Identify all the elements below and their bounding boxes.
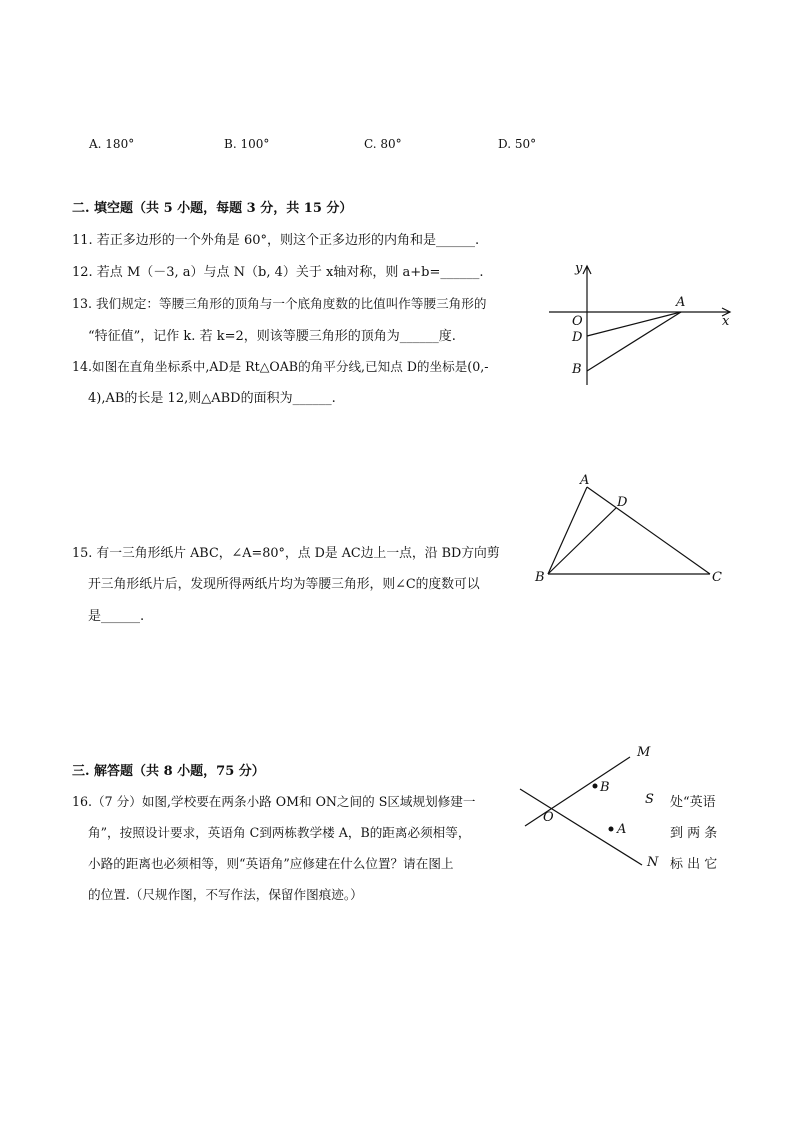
question-13-line-2: “特征值”，记作 k. 若 k=2，则该等腰三角形的顶角为______度.	[88, 329, 456, 344]
building-a-label: A	[617, 822, 627, 837]
building-b-dot	[593, 784, 598, 789]
x-axis-arrow	[722, 308, 730, 316]
choice-c: C. 80°	[364, 137, 402, 151]
y-axis-label: y	[575, 261, 583, 276]
question-15-line-1: 15. 有一三角形纸片 ABC，∠A=80°，点 D是 AC边上一点，沿 BD方向剪	[72, 546, 500, 561]
triangle-point-c: C	[712, 570, 722, 585]
choice-b: B. 100°	[224, 137, 270, 151]
x-axis-label: x	[722, 314, 730, 329]
region-s-label: S	[645, 792, 654, 807]
question-16-right-3: 标 出 它	[670, 857, 718, 872]
section-2-heading: 二. 填空题（共 5 小题，每题 3 分，共 15 分）	[72, 201, 353, 216]
point-b-label: B	[572, 362, 582, 377]
question-16-right-2: 到 两 条	[670, 826, 718, 841]
question-16-line-3: 小路的距离也必须相等，则“英语角”应修建在什么位置？请在图上	[88, 856, 454, 871]
question-13-line-1: 13. 我们规定：等腰三角形的顶角与一个底角度数的比值叫作等腰三角形的	[72, 296, 487, 311]
segment-ad	[587, 312, 681, 336]
triangle-point-d: D	[617, 495, 628, 510]
road-om	[525, 757, 630, 826]
road-n-label: N	[647, 855, 659, 870]
point-a-label: A	[676, 295, 686, 310]
side-ac	[587, 487, 710, 574]
question-15-line-2: 开三角形纸片后，发现所得两纸片均为等腰三角形，则∠C的度数可以	[88, 577, 480, 592]
triangle-point-b: B	[535, 570, 545, 585]
question-16-right-1: 处“英语	[670, 795, 716, 810]
question-15-line-3: 是______.	[88, 609, 145, 624]
point-o-label: O	[572, 314, 583, 329]
building-a-dot	[609, 827, 614, 832]
question-16-line-2: 角”，按照设计要求，英语角 C到两栋教学楼 A，B的距离必须相等，	[88, 825, 471, 840]
triangle-point-a: A	[580, 473, 590, 488]
segment-bd	[548, 508, 616, 574]
question-14-line-1: 14.如图在直角坐标系中,AD是 Rt△OAB的角平分线,已知点 D的坐标是(0,-	[72, 359, 489, 374]
section-3-heading: 三. 解答题（共 8 小题，75 分）	[72, 764, 265, 779]
segment-ab	[587, 312, 681, 371]
roads-point-o: O	[543, 810, 554, 825]
choice-a: A. 180°	[89, 137, 135, 151]
y-axis-arrow	[583, 266, 591, 274]
question-16-line-1: 16.（7 分）如图,学校要在两条小路 OM和 ON之间的 S区域规划修建一	[72, 794, 476, 809]
question-16-line-4: 的位置.（尺规作图，不写作法，保留作图痕迹。）	[88, 887, 363, 902]
building-b-label: B	[600, 780, 610, 795]
question-14-line-2: 4),AB的长是 12,则△ABD的面积为______.	[88, 391, 336, 406]
choice-d: D. 50°	[498, 137, 537, 151]
question-12: 12. 若点 M（－3, a）与点 N（b, 4）关于 x轴对称，则 a+b=______.	[72, 265, 484, 280]
road-m-label: M	[637, 745, 651, 760]
question-11: 11. 若正多边形的一个外角是 60°，则这个正多边形的内角和是______.	[72, 233, 480, 248]
side-ab	[548, 487, 587, 574]
point-d-label: D	[572, 330, 583, 345]
road-on	[520, 789, 642, 865]
